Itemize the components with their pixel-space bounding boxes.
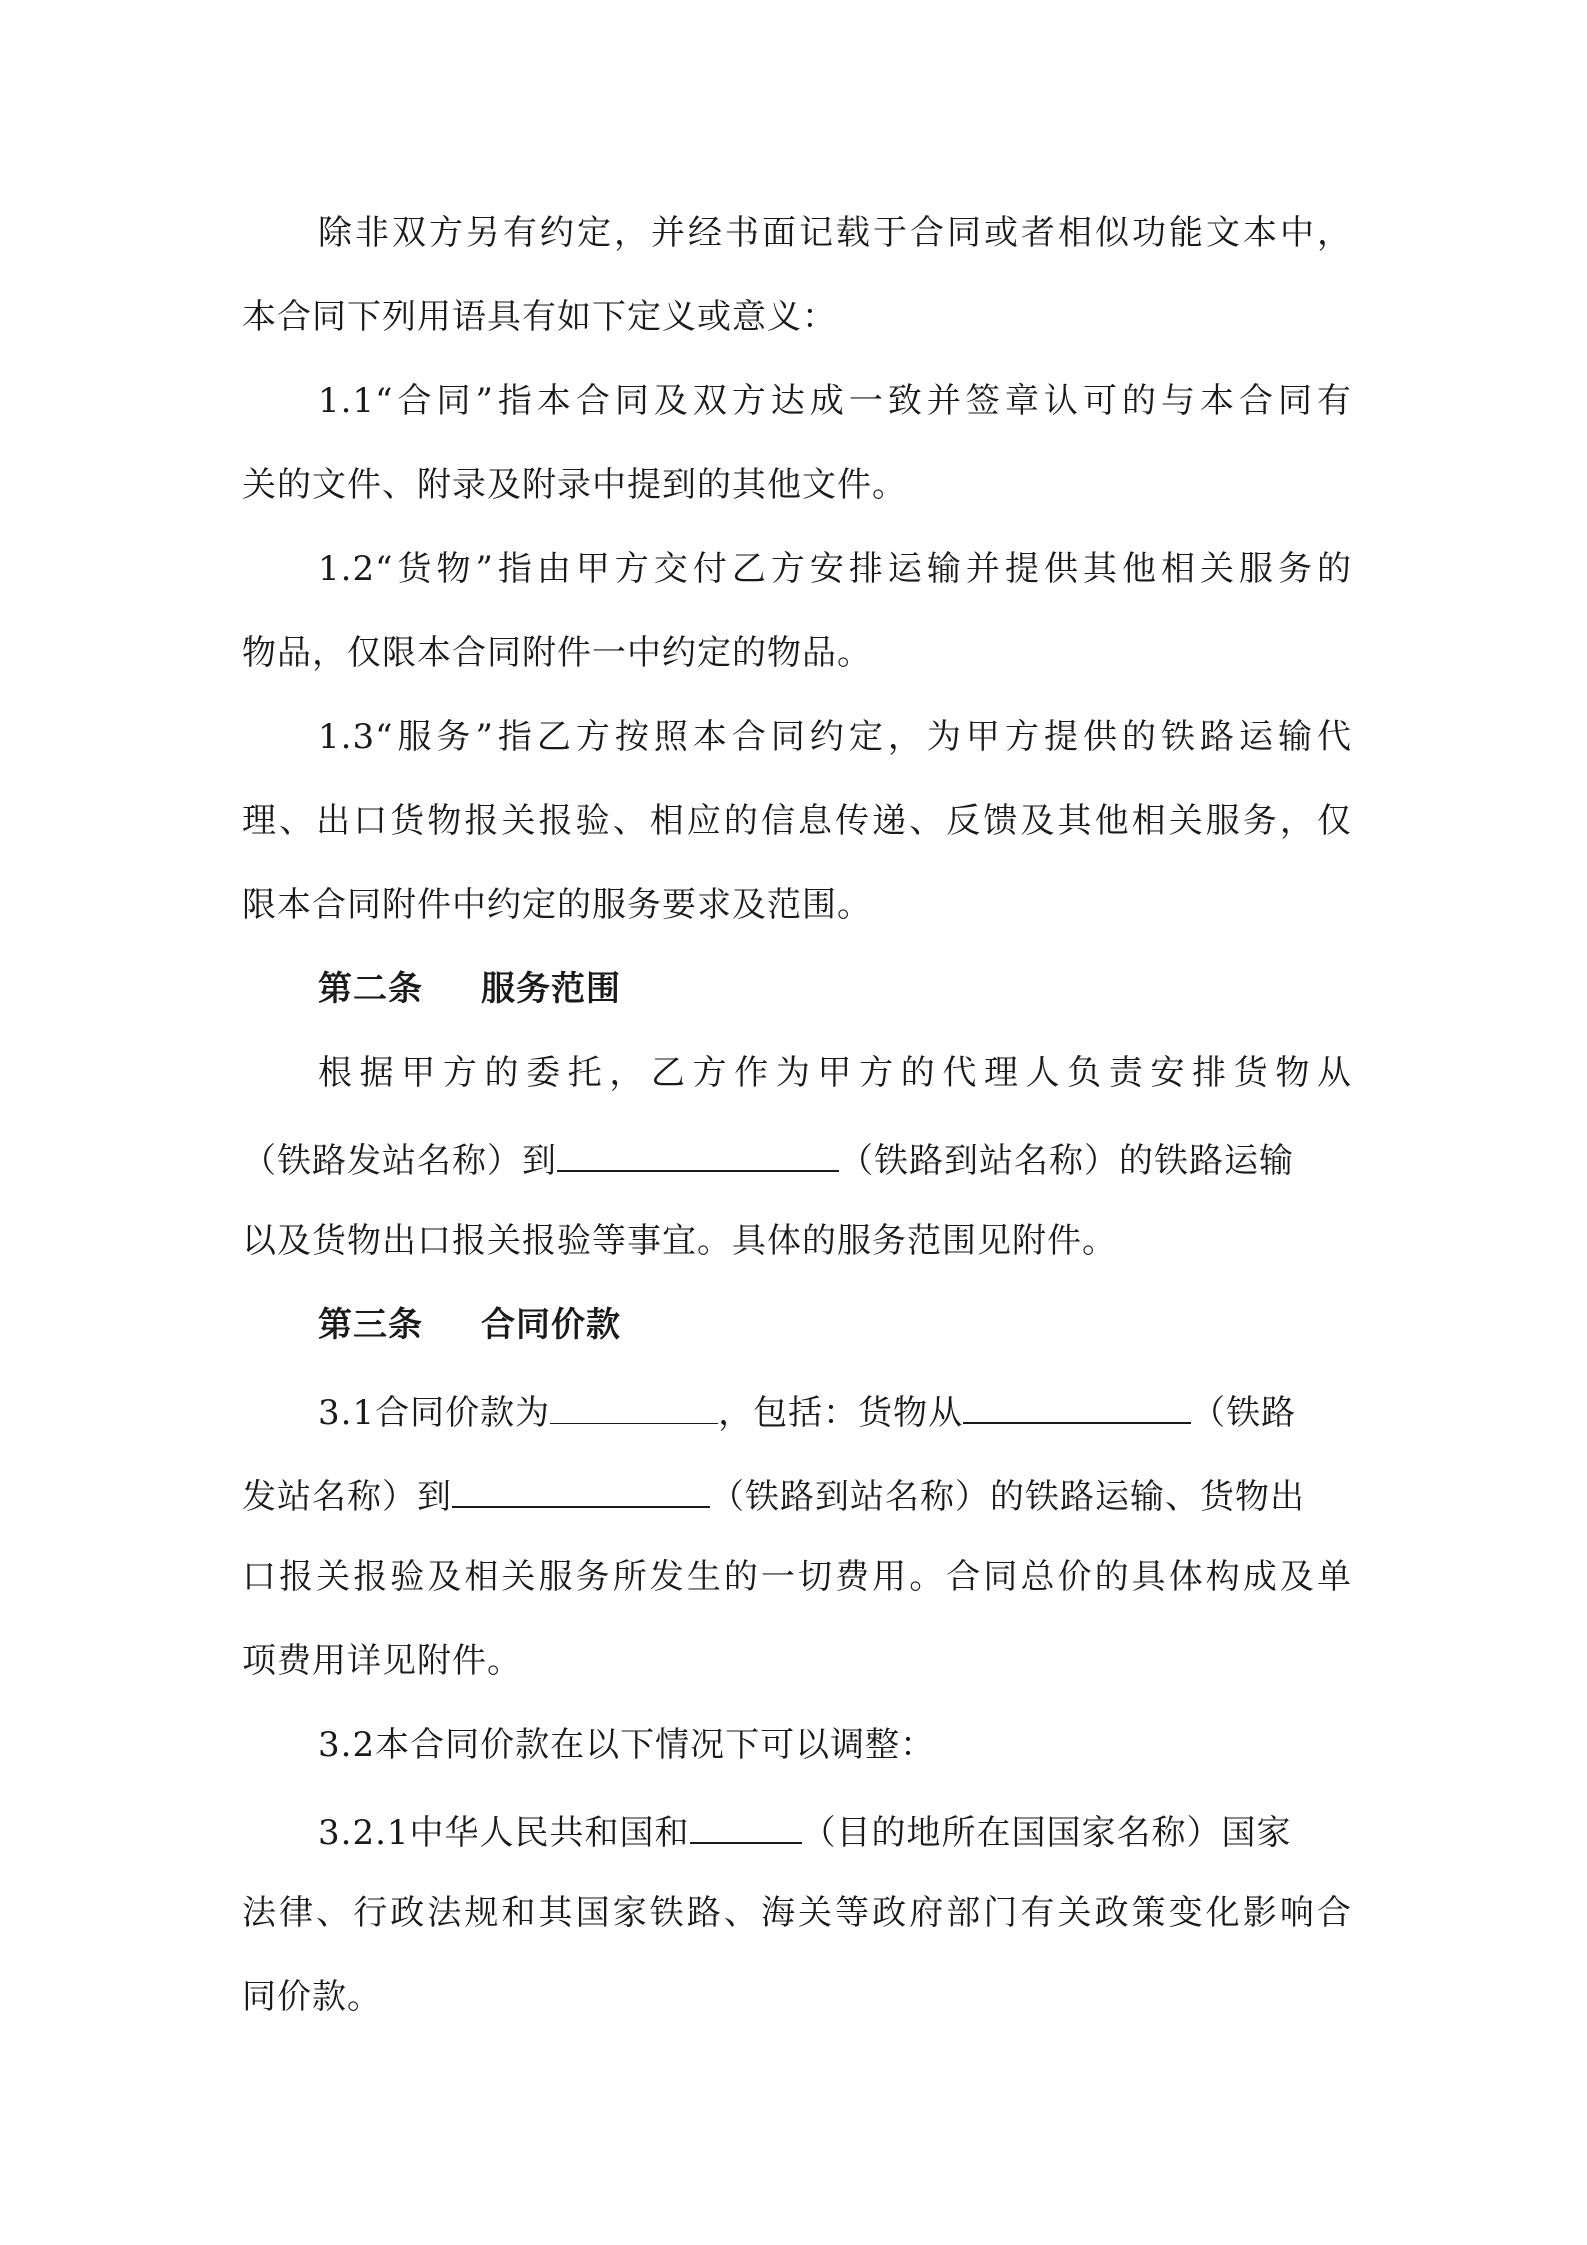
intro-line-1: 除非双方另有约定，并经书面记载于合同或者相似功能文本中， (318, 213, 1352, 253)
article-2-line-2-start: （铁路发站名称）到 (242, 1141, 557, 1181)
railway-arrival-station-blank (557, 1140, 839, 1172)
article-3-title: 合同价款 (481, 1305, 621, 1345)
clause-3-1-line-2 (242, 1476, 1352, 1517)
clause-3-2-1-end: （目的地所在国国家名称）国家 (801, 1813, 1292, 1853)
clause-3-1-middle: ，包括：货物从 (718, 1393, 964, 1433)
article-3-number: 第三条 (318, 1305, 423, 1345)
article-2-line-2-end: （铁路到站名称）的铁路运输 (839, 1141, 1294, 1181)
article-2-line-2 (242, 1140, 1352, 1181)
definition-1-1-line-2: 关的文件、附录及附录中提到的其他文件。 (242, 465, 907, 505)
clause-3-2-1-line-1 (318, 1812, 1352, 1853)
intro-line-2: 本合同下列用语具有如下定义或意义： (242, 297, 837, 337)
clause-3-2-line-1: 3.2本合同价款在以下情况下可以调整： (318, 1725, 936, 1765)
clause-3-1-line-1 (318, 1392, 1352, 1433)
article-2-line-1: 根据甲方的委托，乙方作为甲方的代理人负责安排货物从 (318, 1053, 1352, 1093)
article-2-heading (318, 969, 1352, 1009)
clause-3-1-line-2-start: 发站名称）到 (242, 1477, 452, 1517)
definition-1-2-line-1: 1.2“货物”指由甲方交付乙方安排运输并提供其他相关服务的 (318, 549, 1352, 589)
article-3-heading (318, 1305, 1352, 1345)
clause-3-1-end: （铁路 (1191, 1393, 1297, 1433)
article-2-title: 服务范围 (481, 969, 621, 1009)
definition-1-3-line-1: 1.3“服务”指乙方按照本合同约定，为甲方提供的铁路运输代 (318, 717, 1352, 757)
definition-1-1-line-1: 1.1“合同”指本合同及双方达成一致并签章认可的与本合同有 (318, 381, 1352, 421)
departure-station-blank (963, 1392, 1191, 1424)
arrival-station-blank (452, 1476, 710, 1508)
clause-3-2-1-line-2: 法律、行政法规和其国家铁路、海关等政府部门有关政策变化影响合 (242, 1893, 1352, 1933)
article-2-number: 第二条 (318, 969, 423, 1009)
definition-1-2-line-2: 物品，仅限本合同附件一中约定的物品。 (242, 633, 872, 673)
clause-3-1-line-2-end: （铁路到站名称）的铁路运输、货物出 (710, 1477, 1305, 1517)
definition-1-3-line-3: 限本合同附件中约定的服务要求及范围。 (242, 885, 872, 925)
contract-price-blank (550, 1393, 718, 1424)
clause-3-1-start: 3.1合同价款为 (318, 1393, 551, 1433)
clause-3-2-1-line-3: 同价款。 (242, 1977, 382, 2017)
destination-country-blank (690, 1812, 802, 1844)
clause-3-1-line-4: 项费用详见附件。 (242, 1641, 522, 1681)
clause-3-1-line-3: 口报关报验及相关服务所发生的一切费用。合同总价的具体构成及单 (242, 1557, 1352, 1597)
clause-3-2-1-start: 3.2.1中华人民共和国和 (318, 1813, 690, 1853)
definition-1-3-line-2: 理、出口货物报关报验、相应的信息传递、反馈及其他相关服务，仅 (242, 801, 1352, 841)
article-2-line-3: 以及货物出口报关报验等事宜。具体的服务范围见附件。 (242, 1221, 1117, 1261)
